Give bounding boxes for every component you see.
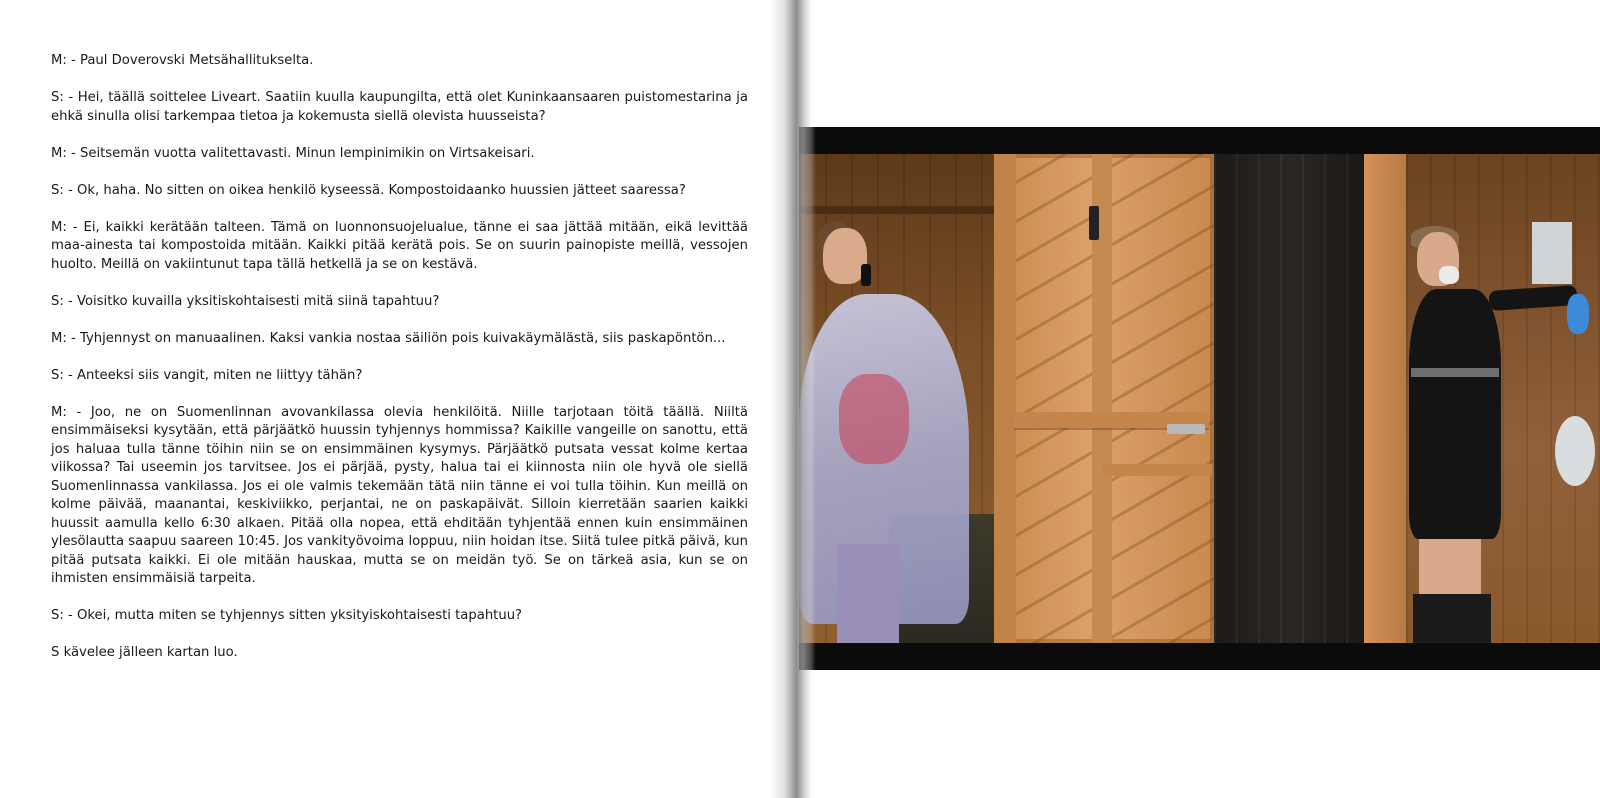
blue-glove bbox=[1567, 294, 1589, 334]
dialogue-line: M: - Tyhjennyst on manuaalinen. Kaksi vankia nostaa säiliön pois kuivakäymälästä, siis paskapöntön... bbox=[51, 330, 726, 346]
outhouse-scene-photo bbox=[799, 154, 1600, 643]
charred-wall-panel bbox=[1214, 154, 1364, 643]
left-page bbox=[0, 0, 798, 798]
book-gutter-shadow bbox=[770, 0, 816, 798]
dialogue-line: M: - Ei, kaikki kerätään talteen. Tämä on luonnonsuojelualue, tänne ei saa jättää mitään, eikä levittää maa-ainesta tai kompostoida mitään. Kaikki pitää kerätä pois. Se on suurin painopiste meillä, vessojen huolto. Meillä on vakiintunut tapa tällä hetkellä ja se on kestävä. bbox=[51, 219, 748, 272]
dialogue-line: M: - Paul Doverovski Metsähallitukselta. bbox=[51, 53, 314, 68]
wall-plate bbox=[1555, 416, 1595, 486]
stage-direction: S kävelee jälleen kartan luo. bbox=[51, 645, 238, 660]
belt bbox=[1411, 368, 1499, 377]
shed-beam bbox=[799, 206, 994, 214]
rubber-boots bbox=[1413, 594, 1491, 643]
dialogue-line: S: - Anteeksi siis vangit, miten ne liittyy tähän? bbox=[51, 367, 363, 383]
door-hook bbox=[1089, 206, 1099, 240]
dialogue-line: S: - Hei, täällä soittelee Liveart. Saatiin kuulla kaupungilta, että olet Kuninkaansaaren puistomestarina ja ehkä sinulla olisi tarkempaa tietoa ja kokemusta siellä olevista huusseista? bbox=[51, 90, 748, 124]
door-latch bbox=[1167, 424, 1205, 434]
dialogue-line: M: - Joo, ne on Suomenlinnan avovankilassa olevia henkilöitä. Niille tarjotaan töitä täällä. Niiltä ensimmäiseksi kysytään, että pärjäätkö huussin tyhjennys hommissa? Kaikille vangeille on sanottu, että jos haluaa tulla tänne töihin niin se on ensimmäinen kysymys. Pärjäätkö putsata vessat kolme kertaa viikossa? Tai useemin jos tarvitsee. Jos ei pärjää, pysty, halua tai ei kiinnosta niin ole hyvä ole siellä Suomenlinnassa vankilassa. Jos ei ole valmis tekemään tätä niin tänne ei voi tulla töihin. Kun meillä on kolme päivää, maanantai, keskiviikko, perjantai, ne on paskapäivät. Silloin kierretään saarien kaikki huussit aamulla kello 6:30 alkaen. Pitää olla nopea, että ehditään tyhjentää ennen kuin ensimmäinen ylesölautta saapuu saareen 10:45. Jos vankityövoima loppuu, niin hoidan itse. Siitä tulee pitkä päivä, kun pitää putsata kaikki. Ei ole mitään hauskaa, mutta se on meidän työ. Se on tärkeä asia, kun se on ihmisten ensimmäisiä tarpeita. bbox=[51, 404, 748, 586]
phone-icon bbox=[861, 264, 871, 286]
door-rail bbox=[1102, 464, 1212, 476]
dialogue-line: S: - Ok, haha. No sitten on oikea henkilö kyseessä. Kompostoidaanko huussien jätteet saaressa? bbox=[51, 182, 686, 198]
transcript-text bbox=[51, 52, 748, 663]
dialogue-line: S: - Okei, mutta miten se tyhjennys sitten yksityiskohtaisesti tapahtuu? bbox=[51, 608, 523, 623]
woman-legs bbox=[837, 544, 899, 643]
dialogue-line: S: - Voisitko kuvailla yksitiskohtaisesti mitä siinä tapahtuu? bbox=[51, 293, 440, 309]
face-mask bbox=[1439, 266, 1459, 284]
dialogue-line: M: - Seitsemän vuotta valitettavasti. Minun lempinimikin on Virtsakeisari. bbox=[51, 145, 535, 161]
door-frame bbox=[994, 154, 1016, 643]
film-still bbox=[799, 127, 1600, 670]
open-outhouse-door-right bbox=[1364, 154, 1406, 643]
woman-in-black-dress bbox=[1409, 289, 1501, 539]
raincoat-print bbox=[839, 374, 909, 464]
shed-window bbox=[1532, 222, 1572, 284]
right-page bbox=[799, 0, 1600, 798]
